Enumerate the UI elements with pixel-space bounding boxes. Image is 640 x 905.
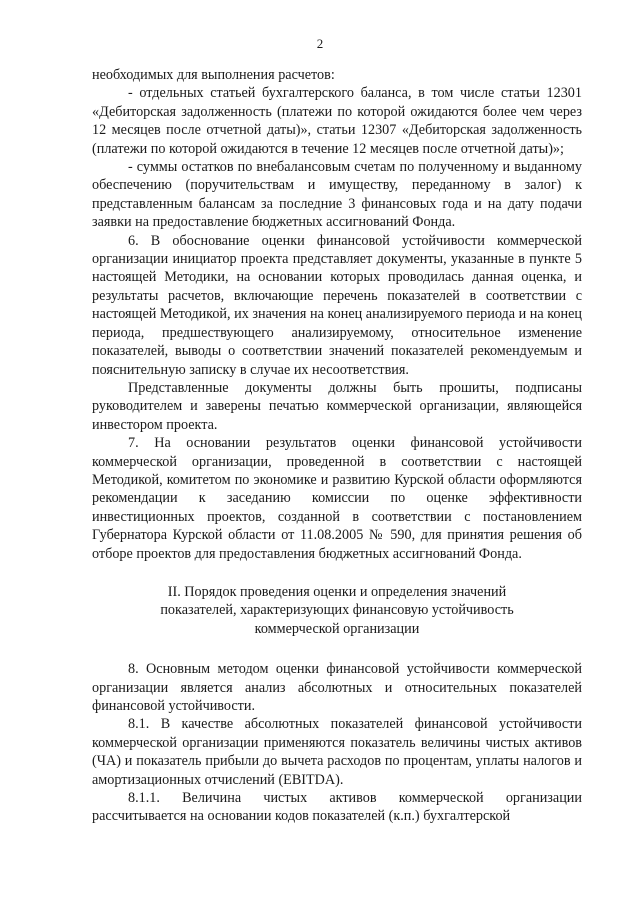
- paragraph-documents-signing: Представленные документы должны быть прошиты, подписаны руководителем и заверены печатью коммерческой организации, являющейся инвестором проекта.: [92, 379, 582, 433]
- section-heading-line-2: показателей, характеризующих финансовую устойчивость: [160, 602, 514, 619]
- page-number: 2: [316, 36, 324, 51]
- paragraph-clause-8-1-1: 8.1.1. Величина чистых активов коммерческой организации рассчитывается на основании кодов показателей (к.п.) бухгалтерской: [92, 790, 582, 825]
- paragraph-clause-7: 7. На основании результатов оценки финансовой устойчивости коммерческой организации, проведенной в соответствии с настоящей Методикой, комитетом по экономике и развитию Курской области оформляются рекомендации к заседанию комиссии по оценке эффективности инвестиционных проектов, созданной в соответствии с постановлением Губернатора Курской области от 11.08.2005 № 590, для принятия решения об отборе проектов для предоставления бюджетных ассигнований Фонда.: [92, 435, 582, 562]
- section-heading-line-1: II. Порядок проведения оценки и определения значений: [167, 583, 507, 600]
- document-body: [92, 66, 582, 826]
- paragraph-list-item-offbalance-accounts: - суммы остатков по внебалансовым счетам по полученному и выданному обеспечению (поручительствам и имуществу, переданному в залог) к представленным балансам за последние 3 финансовых года и на дату подачи заявки на предоставление бюджетных ассигнований Фонда.: [92, 159, 582, 231]
- paragraph-list-item-balance-articles: - отдельных статьей бухгалтерского баланса, в том числе статьи 12301 «Дебиторская задолженность (платежи по которой ожидаются более чем через 12 месяцев после отчетной даты)», статьи 12307 «Дебиторская задолженность (платежи по которой ожидаются в течение 12 месяцев после отчетной даты)»;: [92, 85, 582, 157]
- paragraph-clause-8: 8. Основным методом оценки финансовой устойчивости коммерческой организации является анализ абсолютных и относительных показателей финансовой устойчивости.: [92, 661, 582, 714]
- paragraph-intro-continuation: необходимых для выполнения расчетов:: [92, 67, 335, 83]
- paragraph-clause-6: 6. В обоснование оценки финансовой устойчивости коммерческой организации инициатор проекта представляет документы, указанные в пункте 5 настоящей Методики, на основании которых проводилась данная оценка, и результаты расчетов, включающие перечень показателей в соответствии с настоящей Методикой, их значения на конец анализируемого периода и на конец периода, предшествующего анализируемому, относительное изменение показателей, выводы о соответствии значений показателей рекомендуемым и пояснительную записку в случае их несоответствия.: [92, 232, 582, 378]
- paragraph-clause-8-1: 8.1. В качестве абсолютных показателей финансовой устойчивости коммерческой организации применяются показатель величины чистых активов (ЧА) и показатель прибыли до вычета расходов по процентам, уплаты налогов и амортизационных отчислений (EBITDA).: [92, 716, 582, 788]
- section-heading-line-3: коммерческой организации: [254, 620, 420, 637]
- section-heading: [92, 583, 582, 638]
